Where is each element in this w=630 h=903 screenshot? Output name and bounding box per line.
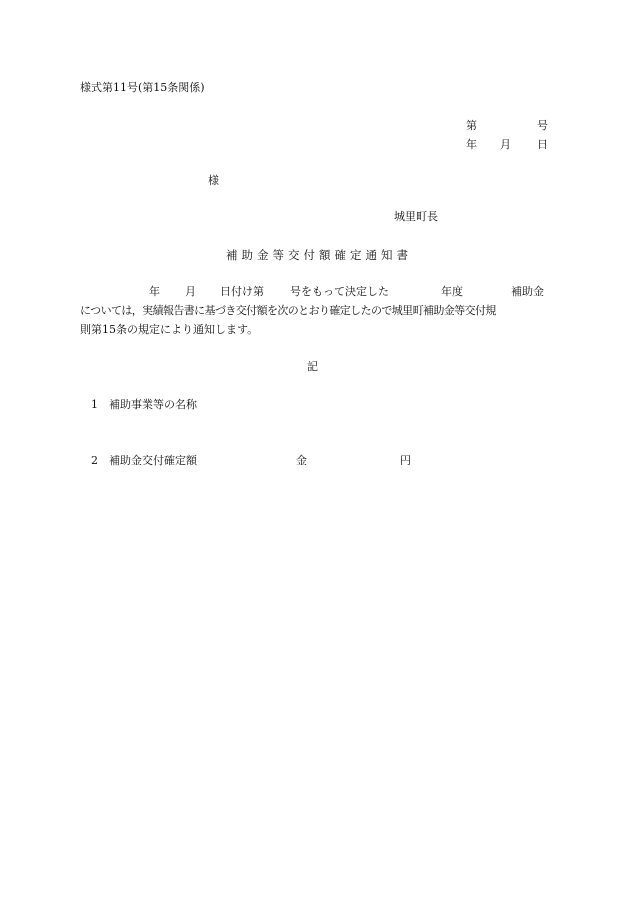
date-year: 年	[466, 138, 477, 151]
body-month: 月	[185, 285, 196, 298]
form-label: 様式第11号(第15条関係)	[80, 81, 205, 94]
document-title: 補助金等交付額確定通知書	[226, 248, 412, 262]
body-decided: 号をもって決定した	[290, 285, 389, 298]
item-number: 1	[91, 398, 98, 411]
item-label: 補助事業等の名称	[109, 398, 197, 411]
body-line-2: については，実績報告書に基づき交付額を次のとおり確定したので城里町補助金等交付規	[80, 304, 496, 317]
body-line-3: 則第15条の規定により通知します。	[80, 323, 259, 336]
doc-number-suffix: 号	[537, 119, 548, 132]
body-year: 年	[149, 285, 160, 298]
amount-yen: 円	[400, 454, 411, 467]
date-month: 月	[500, 138, 511, 151]
date-day: 日	[537, 138, 548, 151]
doc-number-prefix: 第	[466, 119, 477, 132]
body-fiscal-year: 年度	[441, 285, 463, 298]
body-subsidy: 補助金	[511, 285, 544, 298]
addressee-suffix: 様	[208, 174, 219, 187]
amount-kin: 金	[296, 454, 307, 467]
ki-heading: 記	[307, 360, 318, 373]
item-label: 補助金交付確定額	[109, 454, 197, 467]
issuer: 城里町長	[394, 210, 438, 223]
body-day-no: 日付け第	[220, 285, 264, 298]
item-number: 2	[91, 454, 98, 467]
